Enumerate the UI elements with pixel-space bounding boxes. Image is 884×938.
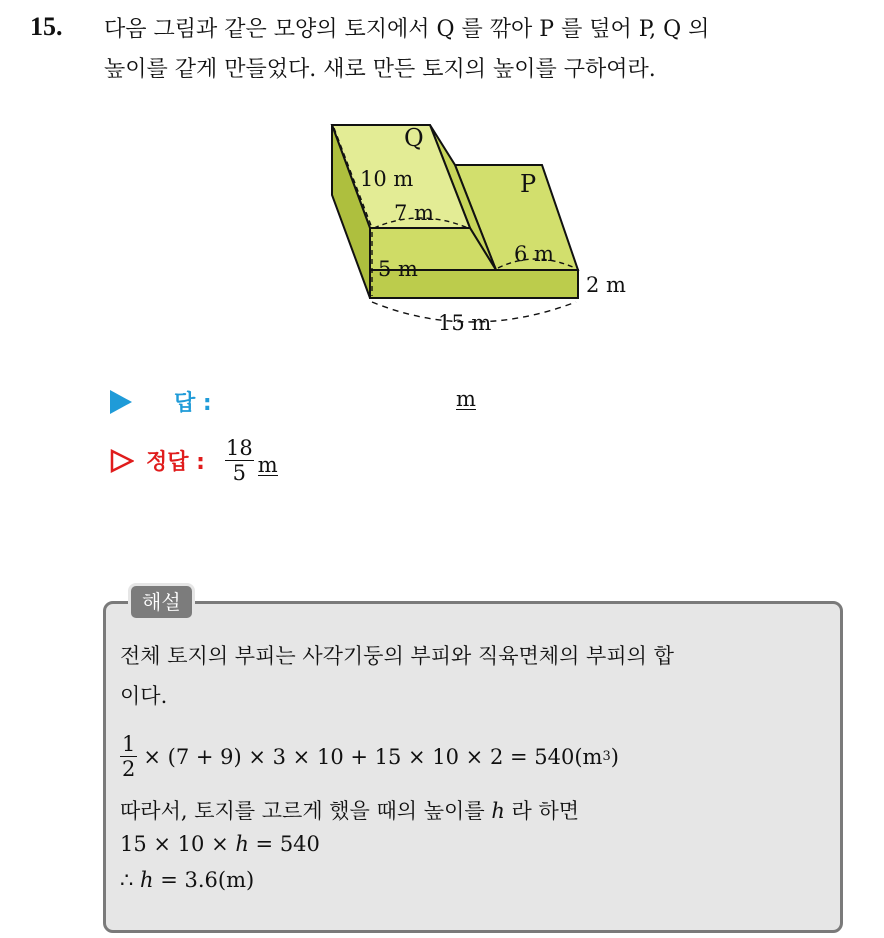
label-15m: 15 m [438,311,492,335]
fraction-denominator: 5 [232,461,247,485]
line5-text: 15 × 10 × [120,832,236,856]
line4-variable: h [491,799,505,823]
equation-fraction [120,732,137,781]
line6-text: ∴ [120,868,141,892]
correct-answer-label: 정답 : [146,450,205,475]
answer-unit[interactable]: m [456,387,476,411]
solution-line5 [120,832,320,856]
equation-exponent: 3 [602,749,611,764]
equation-close: ) [610,744,619,769]
answer-label: 답 : [174,391,212,416]
label-p: P [520,170,537,198]
line4-suffix: 라 하면 [504,799,580,823]
solution-line4 [120,795,579,825]
solution-line6 [120,868,254,892]
solution-equation [120,732,619,781]
outline-triangle-icon [110,449,134,473]
question-text-line2: 높이를 같게 만들었다. 새로 만든 토지의 높이를 구하여라. [104,57,656,82]
solution-tab: 해설 [128,583,195,621]
equation-denominator: 2 [122,757,136,781]
line6-suffix: = 3.6(m) [153,868,255,892]
line5-suffix: = 540 [248,832,320,856]
land-figure [320,110,650,350]
land-diagram [320,110,650,350]
equation-body: × (7 + 9) × 3 × 10 + 15 × 10 × 2 = 540(m [143,744,603,769]
answer-row [110,386,476,417]
label-10m: 10 m [360,167,414,191]
question-text-line1: 다음 그림과 같은 모양의 토지에서 Q 를 깎아 P 를 덮어 P, Q 의 [104,17,710,42]
line5-variable: h [235,832,249,856]
label-5m: 5 m [378,257,418,281]
fraction-numerator: 18 [225,436,253,460]
line6-variable: h [140,868,154,892]
question-number: 15. [30,12,63,41]
label-7m: 7 m [394,201,434,225]
label-2m: 2 m [586,273,626,297]
correct-answer-unit: m [257,453,278,477]
label-q: Q [404,124,424,152]
play-triangle-icon [110,390,132,414]
line4-text: 따라서, 토지를 고르게 했을 때의 높이를 [120,799,492,823]
correct-answer-row [110,436,278,485]
solution-line1: 전체 토지의 부피는 사각기둥의 부피와 직육면체의 부피의 합 [120,644,674,668]
equation-numerator: 1 [122,732,136,756]
solution-line2: 이다. [120,684,168,708]
correct-answer-fraction [225,436,254,485]
label-6m: 6 m [514,242,554,266]
